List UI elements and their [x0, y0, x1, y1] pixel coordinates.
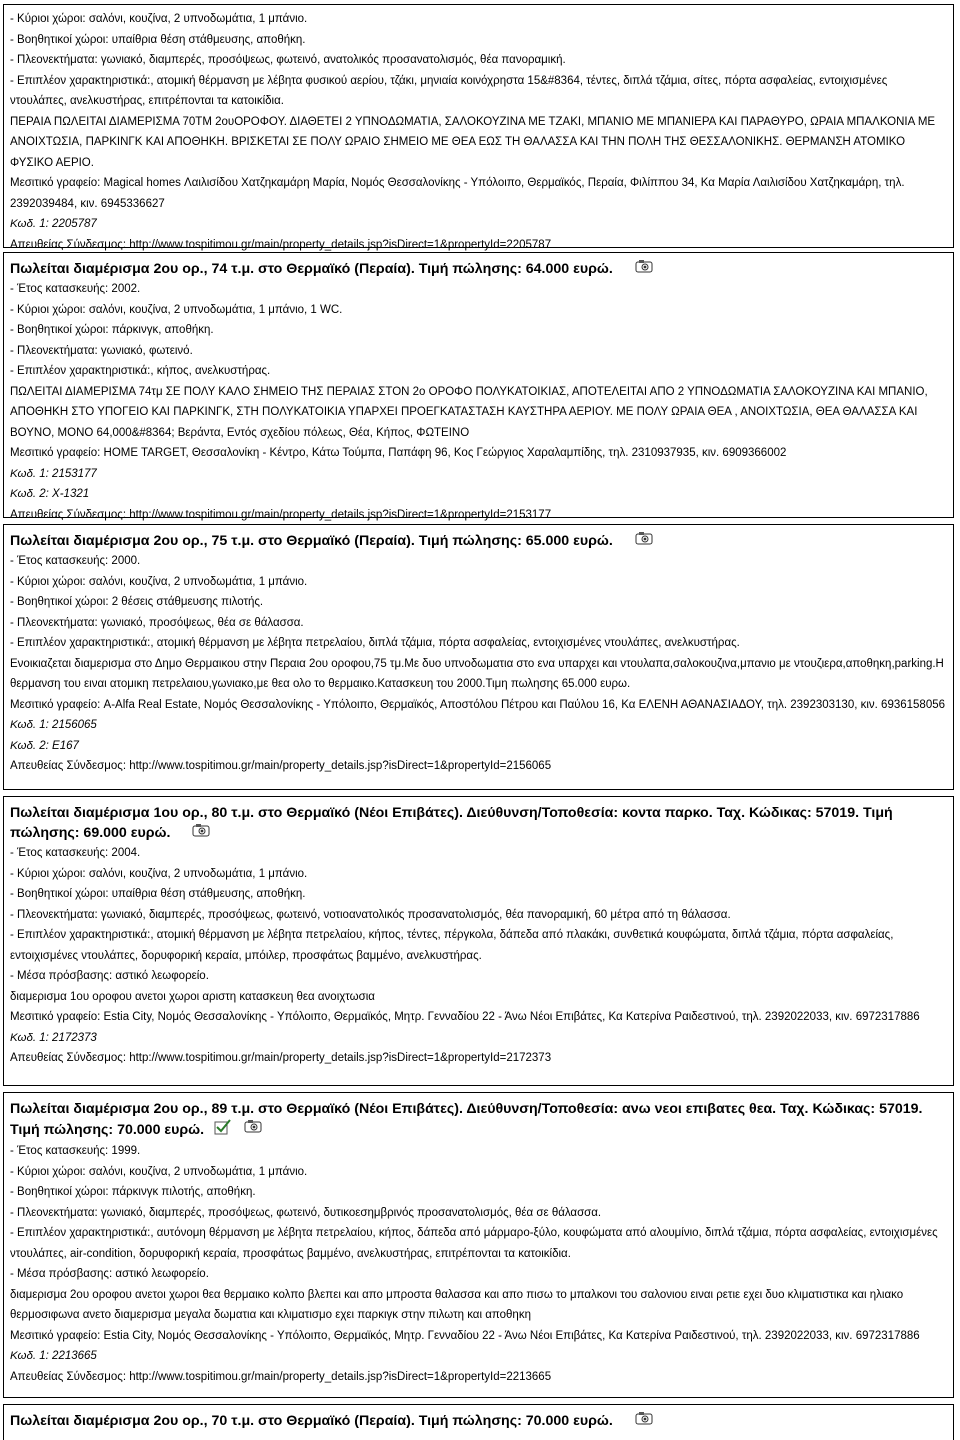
camera-icon[interactable]	[192, 823, 210, 843]
detail-line: - Έτος κατασκευής: 2002.	[10, 283, 141, 296]
code-2: Κωδ. 2: E167	[10, 739, 79, 752]
description: Ενοικιαζεται διαμερισμα στο Δημο Θερμαικου στην Περαια 2ου οροφου,75 τμ.Με δυο υπνοδωματια στο ενα υπαρχει και ντουλαπα,σαλοκουζινα,μπανιο με ντουζιερα,αποθηκη,parking.Η θερμανση του ειναι ατομικη πετρελαιου,γωνιακο,με θεα ολο το θερμαικο.Κατασκευη του 2000.Τιμη πωλησης 65.000 ευρω.	[10, 657, 944, 691]
detail-line: - Κύριοι χώροι: σαλόνι, κουζίνα, 2 υπνοδωμάτια, 1 μπάνιο.	[10, 867, 308, 880]
direct-link[interactable]: Απευθείας Σύνδεσμος: http://www.tospitimou.gr/main/property_details.jsp?isDirect=1&propertyId=2156065	[10, 760, 552, 773]
listing-title[interactable]: Πωλείται διαμέρισμα 1ου ορ., 80 τ.μ. στο Θερμαϊκό (Νέοι Επιβάτες). Διεύθυνση/Τοποθεσία: κοντα παρκο. Ταχ. Κώδικας: 57019. Τιμή πώλησης: 69.000 ευρώ.	[10, 803, 947, 843]
listing-title[interactable]: Πωλείται διαμέρισμα 2ου ορ., 75 τ.μ. στο Θερμαϊκό (Περαία). Τιμή πώλησης: 65.000 ευρώ.	[10, 531, 947, 551]
detail-line: - Βοηθητικοί χώροι: πάρκινγκ πιλοτής, αποθήκη.	[10, 1186, 256, 1198]
listing-title[interactable]: Πωλείται διαμέρισμα 2ου ορ., 74 τ.μ. στο Θερμαϊκό (Περαία). Τιμή πώλησης: 64.000 ευρώ.	[10, 259, 947, 279]
code-1: Κωδ. 1: 2213665	[10, 1350, 97, 1362]
code-1: Κωδ. 1: 2153177	[10, 467, 97, 480]
detail-line: - Βοηθητικοί χώροι: πάρκινγκ, αποθήκη.	[10, 324, 214, 337]
detail-line: - Πλεονεκτήματα: γωνιακό, φωτεινό.	[10, 344, 193, 357]
detail-line: - Επιπλέον χαρακτηριστικά:, αυτόνομη θέρμανση με λέβητα πετρελαίου, κήπος, δάπεδα από μάρμαρο-ξύλο, κουφώματα από αλουμίνιο, διπλά τζάμια, πόρτα ασφαλείας, εντοιχισμένες ντουλάπες, air-condition, δορυφορική κεραία, προσφάτως βαμμένο, ανελκυστήρας, επιτρέπονται τα κατοικίδια.	[10, 1227, 938, 1260]
camera-icon[interactable]	[635, 531, 653, 551]
checkbox-icon[interactable]	[214, 1119, 232, 1141]
camera-icon[interactable]	[635, 259, 653, 279]
detail-line: - Μέσα πρόσβασης: αστικό λεωφορείο.	[10, 970, 209, 983]
code-1: Κωδ. 1: 2205787	[10, 218, 97, 230]
detail-line: - Επιπλέον χαρακτηριστικά:, ατομική θέρμανση με λέβητα πετρελαίου, κήπος, τέντες, πέργκολα, δάπεδα από πλακάκι, συνθετικά κουφώματα, διπλά τζάμια, πόρτα ασφαλείας, εντοιχισμένες ντουλάπες, δορυφορική κεραία, μπόιλερ, προσφάτως βαμμένο, ανελκυστήρας.	[10, 929, 894, 962]
detail-line: - Κύριοι χώροι: σαλόνι, κουζίνα, 2 υπνοδωμάτια, 1 μπάνιο.	[10, 575, 308, 588]
description: διαμερισμα 1ου οροφου ανετοι χωροι αριστη κατασκευη θεα ανοιχτωσια	[10, 990, 375, 1003]
listing-block	[3, 1404, 954, 1440]
listing-block	[3, 1092, 954, 1398]
detail-line: - Πλεονεκτήματα: γωνιακό, διαμπερές, προσόψεως, φωτεινό, δυτικοεσημβρινός προσανατολισμός, θέα σε θάλασσα.	[10, 1206, 602, 1219]
description: ΠΕΡΑΙΑ ΠΩΛΕΙΤΑΙ ΔΙΑΜΕΡΙΣΜΑ 70ΤΜ 2ουΟΡΟΦΟΥ. ΔΙΑΘΕΤΕΙ 2 ΥΠΝΟΔΩΜΑΤΙΑ, ΣΑΛΟΚΟΥΖΙΝΑ ΜΕ ΤΖΑΚΙ, ΜΠΑΝΙΟ ΜΕ ΜΠΑΝΙΕΡΑ ΚΑΙ ΠΑΡΑΘΥΡΟ, ΩΡΑΙΑ ΜΠΑΛΚΟΝΙΑ ΜΕ ΑΝΟΙΧΤΩΣΙΑ, ΠΑΡΚΙΝΓΚ ΚΑΙ ΑΠΟΘΗΚΗ. ΒΡΙΣΚΕΤΑΙ ΣΕ ΠΟΛΥ ΩΡΑΙΟ ΣΗΜΕΙΟ ΜΕ ΘΕΑ ΕΩΣ ΤΗ ΘΑΛΑΣΣΑ ΚΑΙ ΤΗΝ ΠΟΛΗ ΤΗΣ ΘΕΣΣΑΛΟΝΙΚΗΣ. ΘΕΡΜΑΝΣΗ ΑΤΟΜΙΚΟ ΦΥΣΙΚΟ ΑΕΡΙΟ.	[10, 115, 936, 169]
agency-info: Μεσιτικό γραφείο: Estia City, Νομός Θεσσαλονίκης - Υπόλοιπο, Θερμαϊκός, Μητρ. Γενναδίου 22 - Άνω Νέοι Επιβάτες, Κα Κατερίνα Ραιδεστινού, τηλ. 2392022033, κιν. 6972317886	[10, 1011, 920, 1024]
detail-line: - Κύριοι χώροι: σαλόνι, κουζίνα, 2 υπνοδωμάτια, 1 μπάνιο, 1 WC.	[10, 303, 343, 316]
direct-link[interactable]: Απευθείας Σύνδεσμος: http://www.tospitimou.gr/main/property_details.jsp?isDirect=1&propertyId=2205787	[10, 238, 552, 251]
detail-line: - Βοηθητικοί χώροι: 2 θέσεις στάθμευσης πιλοτής.	[10, 596, 264, 609]
code-1: Κωδ. 1: 2156065	[10, 719, 97, 732]
detail-line: - Επιπλέον χαρακτηριστικά:, κήπος, ανελκυστήρας.	[10, 365, 271, 378]
description: διαμερισμα 2ου οροφου ανετοι χωροι θεα θερμαικο κολπο βλεπει και απο μπροστα θαλασσα και απο πισω το μπαλκονι του σαλονιου ειναι ρετιε εχει δυο κλιματιστικα και ηλιακο θερμοσιφωνα ανετο διαμερισμα μεγαλα δωματια και κλιματισμο εχει παρκιγκ στην πιλωτη και αποθηκη	[10, 1288, 904, 1321]
code-1: Κωδ. 1: 2172373	[10, 1031, 97, 1044]
listing-block	[3, 524, 954, 790]
detail-line: - Έτος κατασκευής: 2004.	[10, 847, 141, 860]
direct-link[interactable]: Απευθείας Σύνδεσμος: http://www.tospitimou.gr/main/property_details.jsp?isDirect=1&propertyId=2213665	[10, 1370, 552, 1383]
direct-link[interactable]: Απευθείας Σύνδεσμος: http://www.tospitimou.gr/main/property_details.jsp?isDirect=1&propertyId=2172373	[10, 1052, 552, 1065]
camera-icon[interactable]	[244, 1119, 262, 1141]
direct-link[interactable]: Απευθείας Σύνδεσμος: http://www.tospitimou.gr/main/property_details.jsp?isDirect=1&propertyId=2153177	[10, 508, 552, 521]
detail-line: - Μέσα πρόσβασης: αστικό λεωφορείο.	[10, 1268, 209, 1280]
detail-line: - Βοηθητικοί χώροι: υπαίθρια θέση στάθμευσης, αποθήκη.	[10, 33, 306, 46]
agency-info: Μεσιτικό γραφείο: Estia City, Νομός Θεσσαλονίκης - Υπόλοιπο, Θερμαϊκός, Μητρ. Γενναδίου 22 - Άνω Νέοι Επιβάτες, Κα Κατερίνα Ραιδεστινού, τηλ. 2392022033, κιν. 6972317886	[10, 1329, 920, 1342]
description: ΠΩΛΕΙΤΑΙ ΔΙΑΜΕΡΙΣΜΑ 74τμ ΣΕ ΠΟΛΥ ΚΑΛΟ ΣΗΜΕΙΟ ΤΗΣ ΠΕΡΑΙΑΣ ΣΤΟΝ 2ο ΟΡΟΦΟ ΠΟΛΥΚΑΤΟΙΚΙΑΣ, ΑΠΟΤΕΛΕΙΤΑΙ ΑΠΟ 2 ΥΠΝΟΔΩΜΑΤΙΑ ΣΑΛΟΚΟΥΖΙΝΑ ΚΑΙ ΜΠΑΝΙΟ, ΑΠΟΘΗΚΗ ΣΤΟ ΥΠΟΓΕΙΟ ΚΑΙ ΠΑΡΚΙΝΓΚ, ΣΤΗ ΠΟΛΥΚΑΤΟΙΚΙΑ ΥΠΑΡΧΕΙ ΠΡΟΕΓΚΑΤΑΣΤΑΣΗ ΚΑΥΣΤΗΡΑ ΑΕΡΙΟΥ. ΜΕ ΠΟΛΥ ΩΡΑΙΑ ΘΕΑ , ΑΝΟΙΧΤΩΣΙΑ, ΘΕΑ ΘΑΛΑΣΣΑ ΚΑΙ ΒΟΥΝΟ, ΜΟΝΟ 64,000&#8364; Βεράντα, Εντός σχεδίου πόλεως, Θέα, Κήπος, ΦΩΤΕΙΝΟ	[10, 385, 928, 439]
detail-line: - Πλεονεκτήματα: γωνιακό, προσόψεως, θέα σε θάλασσα.	[10, 616, 304, 629]
agency-info: Μεσιτικό γραφείο: Magical homes Λαιλισίδου Χατζηκαμάρη Μαρία, Νομός Θεσσαλονίκης - Υπόλοιπο, Θερμαϊκός, Περαία, Φιλίππου 34, Κα Μαρία Λαιλισίδου Χατζηκαμάρη, τηλ. 2392039484, κιν. 6945336627	[10, 177, 905, 210]
detail-line: - Πλεονεκτήματα: γωνιακό, διαμπερές, προσόψεως, φωτεινό, νοτιοανατολικός προσανατολισμός, θέα πανοραμική, 60 μέτρα από τη θάλασσα.	[10, 908, 731, 921]
code-2: Κωδ. 2: X-1321	[10, 488, 90, 501]
detail-line: - Βοηθητικοί χώροι: υπαίθρια θέση στάθμευσης, αποθήκη.	[10, 888, 306, 901]
listing-block	[3, 796, 954, 1086]
camera-icon[interactable]	[635, 1411, 653, 1431]
detail-line: - Πλεονεκτήματα: γωνιακό, διαμπερές, προσόψεως, φωτεινό, ανατολικός προσανατολισμός, θέα πανοραμική.	[10, 54, 566, 66]
detail-line: - Κύριοι χώροι: σαλόνι, κουζίνα, 2 υπνοδωμάτια, 1 μπάνιο.	[10, 13, 308, 25]
detail-line: - Κύριοι χώροι: σαλόνι, κουζίνα, 2 υπνοδωμάτια, 1 μπάνιο.	[10, 1165, 308, 1178]
detail-line: - Έτος κατασκευής: 1999.	[10, 1145, 141, 1157]
agency-info: Μεσιτικό γραφείο: A-Alfa Real Estate, Νομός Θεσσαλονίκης - Υπόλοιπο, Θερμαϊκός, Αποστόλου Πέτρου και Παύλου 16, Κα ΕΛΕΝΗ ΑΘΑΝΑΣΙΑΔΟΥ, τηλ. 2392303130, κιν. 6936158056	[10, 698, 946, 711]
agency-info: Μεσιτικό γραφείο: HOME TARGET, Θεσσαλονίκη - Κέντρο, Κάτω Τούμπα, Παπάφη 96, Κος Γεώργιος Χαραλαμπίδης, τηλ. 2310937935, κιν. 6909366002	[10, 447, 787, 460]
listing-title[interactable]: Πωλείται διαμέρισμα 2ου ορ., 89 τ.μ. στο Θερμαϊκό (Νέοι Επιβάτες). Διεύθυνση/Τοποθεσία: ανω νεοι επιβατες θεα. Ταχ. Κώδικας: 57019. Τιμή πώλησης: 70.000 ευρώ.	[10, 1099, 947, 1141]
listing-block-continued	[3, 4, 954, 251]
listing-block	[3, 252, 954, 521]
listing-title[interactable]: Πωλείται διαμέρισμα 2ου ορ., 70 τ.μ. στο Θερμαϊκό (Περαία). Τιμή πώλησης: 70.000 ευρώ.	[10, 1411, 947, 1431]
detail-line: - Έτος κατασκευής: 2000.	[10, 555, 141, 568]
detail-line: - Επιπλέον χαρακτηριστικά:, ατομική θέρμανση με λέβητα πετρελαίου, διπλά τζάμια, πόρτα ασφαλείας, εντοιχισμένες ντουλάπες, ανελκυστήρας.	[10, 637, 740, 650]
detail-line: - Επιπλέον χαρακτηριστικά:, ατομική θέρμανση με λέβητα φυσικού αερίου, τζάκι, μηνιαία κοινόχρηστα 15&#8364, τέντες, διπλά τζάμια, σίτες, πόρτα ασφαλείας, εντοιχισμένες ντουλάπες, ανελκυστήρας, επιτρέπονται τα κατοικίδια.	[10, 74, 888, 107]
